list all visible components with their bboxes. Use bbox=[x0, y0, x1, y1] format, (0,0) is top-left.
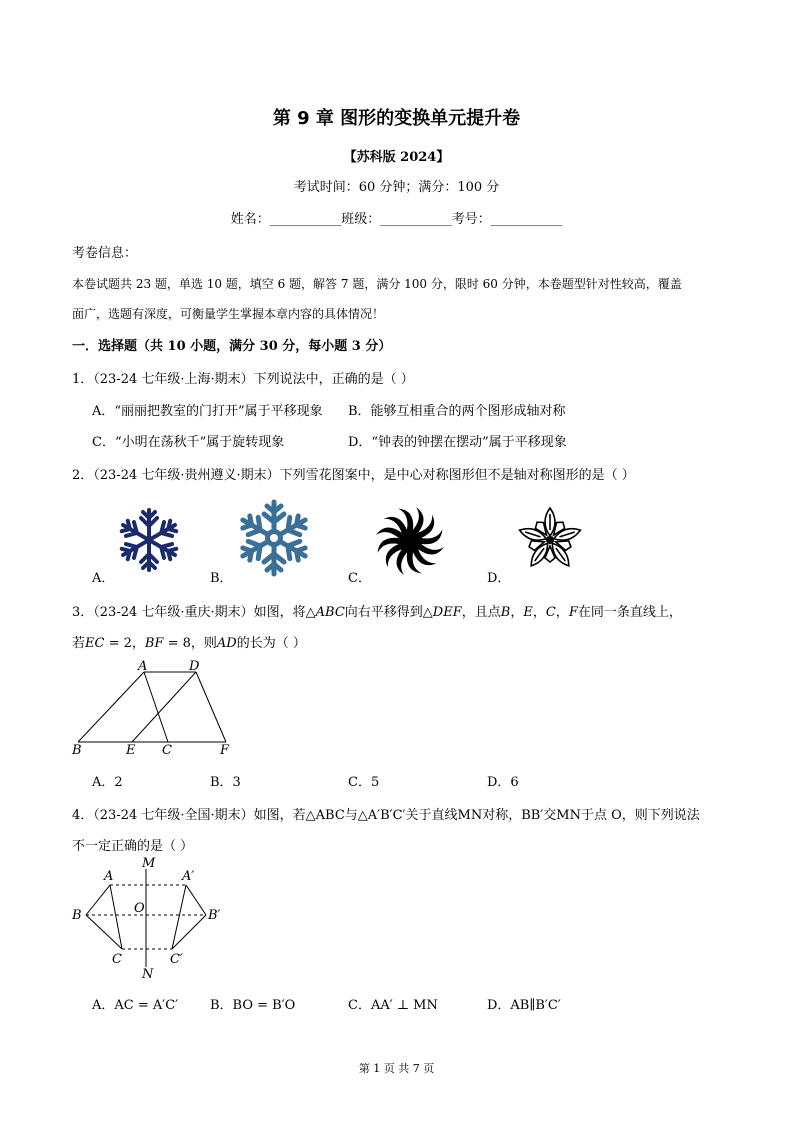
q1-option-b: B．能够互相重合的两个图形成轴对称 bbox=[348, 404, 566, 419]
q3-label-c: C bbox=[162, 743, 172, 758]
q4-option-c: C．AA′ ⊥ MN bbox=[348, 998, 438, 1013]
q3-stem-line-1: 3．（23-24 七年级·重庆·期末）如图，将△ABC向右平移得到△DEF，且点B，E，C，F在同一条直线上， bbox=[72, 605, 682, 620]
q2-option-c: C． bbox=[348, 571, 371, 586]
q2-option-d: D． bbox=[487, 571, 511, 586]
q3-label-b: B bbox=[72, 743, 82, 758]
q4-option-b: B．BO = B′O bbox=[210, 998, 296, 1013]
snowflake-a-image bbox=[114, 505, 184, 575]
q4-label-o: O bbox=[134, 901, 145, 916]
q3-option-d: D．6 bbox=[487, 775, 519, 790]
q1-option-c: C．“小明在荡秋千”属于旋转现象 bbox=[92, 435, 285, 450]
edition-label: 【苏科版 2024】 bbox=[343, 150, 450, 165]
q4-symmetry-diagram bbox=[66, 855, 236, 980]
q4-label-a-prime: A′ bbox=[182, 869, 195, 884]
page-title: 第 9 章 图形的变换单元提升卷 bbox=[272, 108, 521, 129]
page-footer: 第 1 页 共 7 页 bbox=[358, 1062, 435, 1075]
q2-option-b: B． bbox=[210, 571, 233, 586]
snowflake-c-image bbox=[372, 506, 448, 576]
q3-label-d: D bbox=[189, 659, 200, 674]
q3-stem-line-2: 若EC = 2，BF = 8，则AD的长为（ ） bbox=[72, 636, 306, 651]
q3-label-f: F bbox=[220, 743, 230, 758]
q4-option-a: A．AC = A′C′ bbox=[92, 998, 179, 1013]
q4-label-n: N bbox=[142, 967, 154, 980]
student-fields: 姓名：___________班级：___________考号：___________ bbox=[230, 212, 563, 227]
info-line-2: 面广，选题有深度，可衡量学生掌握本章内容的具体情况！ bbox=[72, 307, 385, 321]
info-line-1: 本卷试题共 23 题，单选 10 题，填空 6 题，解答 7 题，满分 100 分，限时 60 分钟，本卷题型针对性较高，覆盖 bbox=[72, 277, 682, 291]
q1-option-a: A．“丽丽把教室的门打开”属于平移现象 bbox=[92, 404, 323, 419]
q3-option-c: C．5 bbox=[348, 775, 380, 790]
q3-translation-diagram bbox=[66, 658, 246, 758]
q4-option-d: D．AB∥B′C′ bbox=[487, 998, 561, 1013]
snowflake-b-image bbox=[235, 498, 313, 578]
q4-label-b-prime: B′ bbox=[208, 908, 221, 923]
snowflake-d-image bbox=[512, 505, 588, 575]
info-heading: 考卷信息： bbox=[72, 246, 138, 261]
q1-stem: 1．（23-24 七年级·上海·期末）下列说法中，正确的是（ ） bbox=[72, 372, 414, 387]
q4-label-c-prime: C′ bbox=[170, 952, 183, 967]
q3-option-b: B．3 bbox=[210, 775, 241, 790]
exam-time-info: 考试时间：60 分钟；满分：100 分 bbox=[293, 180, 500, 195]
q2-stem: 2．（23-24 七年级·贵州遵义·期末）下列雪花图案中，是中心对称图形但不是轴对称图形的是（ ） bbox=[72, 468, 635, 483]
q2-option-a: A． bbox=[92, 571, 115, 586]
q4-label-a: A bbox=[104, 869, 114, 884]
q4-label-m: M bbox=[142, 856, 156, 871]
q3-label-a: A bbox=[138, 659, 148, 674]
q4-label-b: B bbox=[72, 908, 82, 923]
q4-stem-line-2: 不一定正确的是（ ） bbox=[72, 839, 194, 854]
q3-label-e: E bbox=[126, 743, 136, 758]
q3-option-a: A．2 bbox=[92, 775, 123, 790]
q4-label-c: C bbox=[112, 952, 122, 967]
q1-option-d: D．“钟表的钟摆在摆动”属于平移现象 bbox=[348, 435, 567, 450]
section-1-heading: 一．选择题（共 10 小题，满分 30 分，每小题 3 分） bbox=[72, 339, 392, 354]
q4-stem-line-1: 4．（23-24 七年级·全国·期末）如图，若△ABC与△A′B′C′关于直线MN对称，BB′交MN于点 O，则下列说法 bbox=[72, 808, 700, 823]
